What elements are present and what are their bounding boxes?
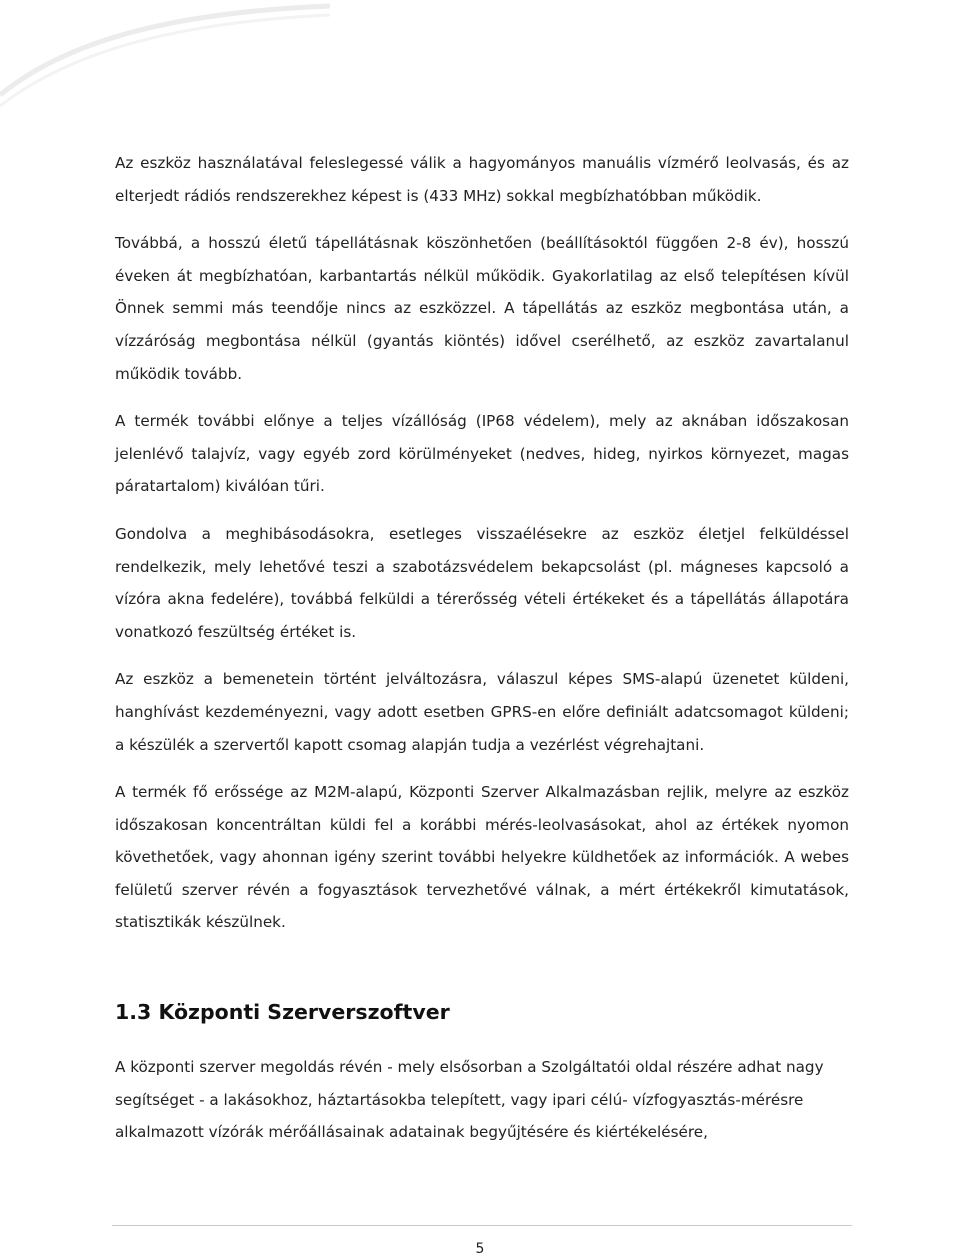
paragraph-waterproof: A termék további előnye a teljes vízállóság (IP68 védelem), mely az aknában időszakosan jelenlévő talajvíz, vagy egyéb zord körülményeket (nedves, hideg, nyirkos környezet, magas páratartalom) kiválóan tűri. [115, 412, 849, 496]
paragraph-m2m-server: A termék fő erőssége az M2M-alapú, Központi Szerver Alkalmazásban rejlik, melyre az eszköz időszakosan koncentráltan küldi fel a korábbi mérés-leolvasásokat, ahol az értékek nyomon követhetőek, vagy ahonnan igény szerint további helyekre küldhetőek az információk. A webes felületű szerver révén a fogyasztások tervezhetővé válnak, a mért értékekről kimutatások, statisztikák készülnek. [115, 783, 849, 932]
paragraph-power-supply: Továbbá, a hosszú életű tápellátásnak köszönhetően (beállításoktól függően 2-8 év), hosszú éveken át megbízhatóan, karbantartás nélkül működik. Gyakorlatilag az első telepítésen kívül Önnek semmi más teendője nincs az eszközzel. A tápellátás az eszköz megbontása után, a vízzáróság megbontása nélkül (gyantás kiöntés) idővel cserélhető, az eszköz zavartalanul működik tovább. [115, 234, 849, 383]
paragraph-central-server: A központi szerver megoldás révén - mely elsősorban a Szolgáltatói oldal részére adhat nagy segítséget - a lakásokhoz, háztartásokba telepített, vagy ipari célú- vízfogyasztás-mérésre alkalmazott vízórák mérőállásainak adatainak begyűjtésére és kiértékelésére, [115, 1058, 824, 1142]
section-heading: 1.3 Központi Szerverszoftver [115, 1000, 450, 1025]
decorative-corner-arc [0, 0, 330, 120]
footer-divider [112, 1225, 852, 1226]
paragraph-manual-reading: Az eszköz használatával feleslegessé válik a hagyományos manuális vízmérő leolvasás, és az elterjedt rádiós rendszerekhez képest is (433 MHz) sokkal megbízhatóbban működik. [115, 154, 849, 205]
paragraph-tamper-protection: Gondolva a meghibásodásokra, esetleges visszaélésekre az eszköz életjel felküldéssel rendelkezik, mely lehetővé teszi a szabotázsvédelem bekapcsolást (pl. mágneses kapcsoló a vízóra akna fedelére), továbbá felküldi a térerősség vételi értékeket és a tápellátás állapotára vonatkozó feszültség értéket is. [115, 524, 849, 641]
document-body [115, 147, 849, 1149]
page-number: 5 [475, 1241, 485, 1257]
paragraph-sms-gprs: Az eszköz a bemenetein történt jelváltozásra, válaszul képes SMS-alapú üzenetet küldeni, hanghívást kezdeményezni, vagy adott esetben GPRS-en előre definiált adatcsomagot küldeni; a készülék a szervertől kapott csomag alapján tudja a vezérlést végrehajtani. [115, 670, 849, 754]
